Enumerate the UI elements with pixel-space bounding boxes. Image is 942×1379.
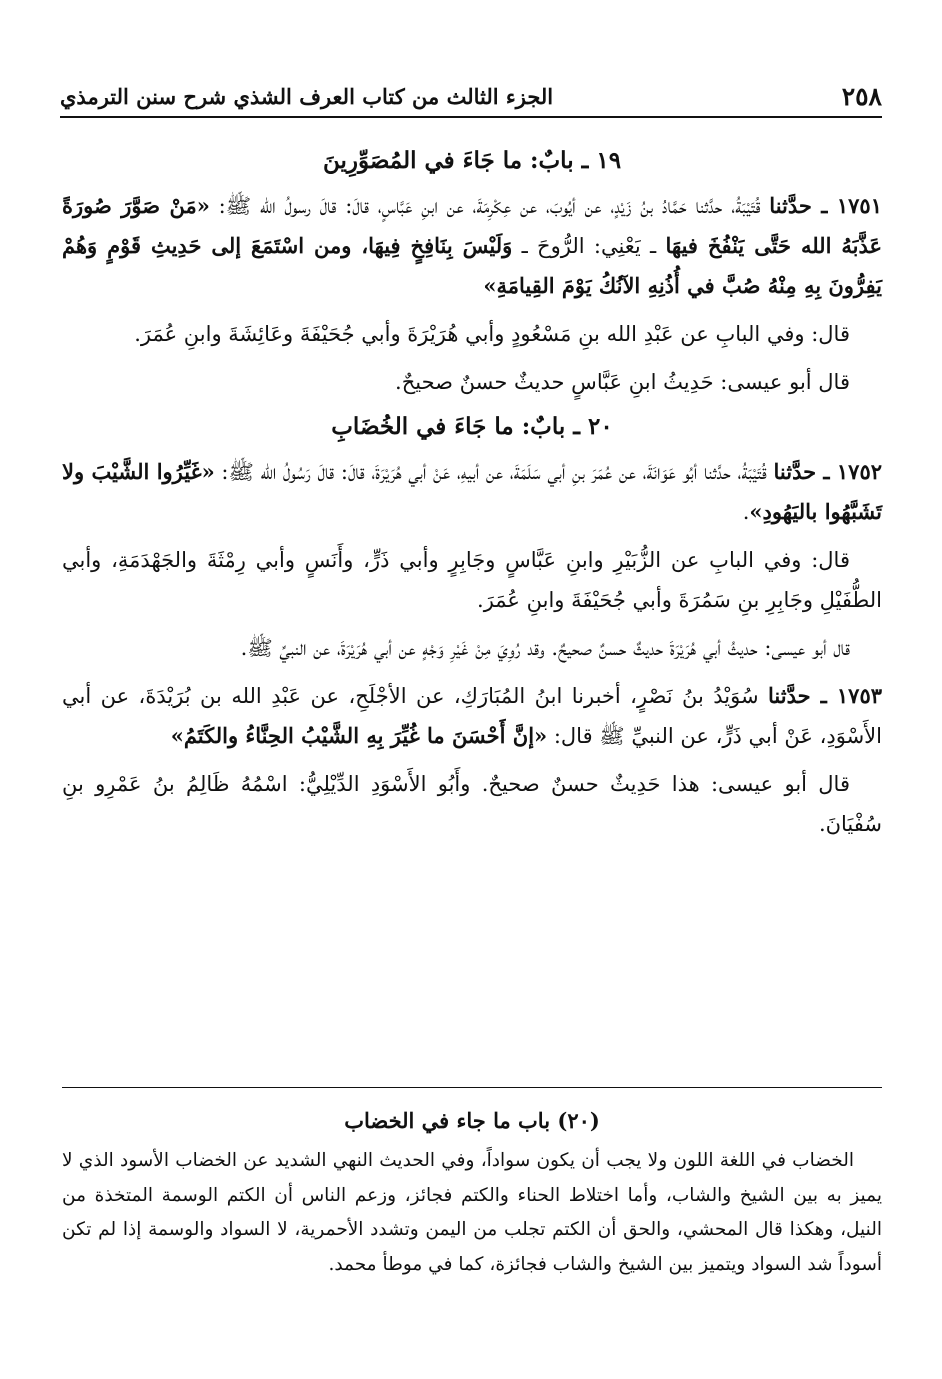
footnote-rule xyxy=(62,1087,882,1088)
hadith-matn: «غَيِّرُوا الشَّيْبَ ولا تَشَبَّهُوا باليَهُودِ» xyxy=(62,459,882,524)
hadith-isnad: سُوَيْدُ بنُ نَصْرٍ، أخبرنا ابنُ المُبَارَكِ، عن الأجْلَحِ، عن عَبْدِ الله بن بُرَيْدَةَ، عن أبي الأَسْوَدِ، عَنْ أبي ذَرٍّ، عن النبيِّ ﷺ قال: xyxy=(62,684,882,748)
hadith-matn-cont: وَلَيْسَ بِنَافِخٍ فِيهَا، ومن اسْتَمَعَ إلى حَدِيثِ قَوْمٍ وَهُمْ يَفِرُّونَ بِهِ مِنْهُ صُبَّ في أُذُنِهِ الآنُكُ يَوْمَ القِيامَةِ» xyxy=(62,233,882,298)
hadith-number: ١٧٥١ ـ حدَّثنا xyxy=(769,193,882,218)
commentary-body: الخضاب في اللغة اللون ولا يجب أن يكون سواداً، وفي الحديث النهي الشديد عن الخضاب الأسود الذي لا يميز به بين الشيخ والشاب، وأما اختلاط الحناء والكتم فجائز، وزعم الناس أن الكتم الوسمة المتخذة من النيل، وهكذا قال المحشي، والحق أن الكتم تجلب من اليمن وتشدد الأحمرية، لا السواد والوسمة إذا لم تكن أسوداً شد السواد ويتميز بين الشيخ والشاب فجائزة، كما في موطأ محمد. xyxy=(62,1150,882,1275)
commentary-notes xyxy=(62,1104,882,1282)
page-number: ٢٥٨ xyxy=(841,82,882,111)
hadith-isnad: قُتَيْبَةُ، حدَّثنا أبُو عَوَانَةَ، عن عُمَرَ بنِ أبي سَلَمَةَ، عن أبيهِ، عَنْ أبي هُرَيْرَةَ، قالَ: قالَ رَسُولُ الله ﷺ: xyxy=(214,460,774,484)
main-text xyxy=(62,140,882,852)
grading-note: قال أبو عيسى: هذا حَدِيثٌ حسنٌ صحيحٌ. وأَبُو الأَسْوَدِ الدِّيْلِيُّ: اسْمُهُ ظَالِمُ بنُ عَمْرِو بنِ سُفْيَانَ. xyxy=(62,772,882,836)
bab-note: قال: وفي البابِ عن الزُّبَيْرِ وابنِ عَبَّاسٍ وجَابِرٍ وأبي ذَرٍّ، وأَنَسٍ وأبي رِمْثَةَ والجَهْدَمَةِ، وأبي الطُّفَيْلِ وجَابِرِ بنِ سَمُرَةَ وأبي جُحَيْفَةَ وابنِ عُمَرَ. xyxy=(62,548,882,612)
hadith-1753 xyxy=(62,676,882,756)
hadith-end: . xyxy=(742,500,750,524)
page-header xyxy=(60,80,882,114)
grading-note: قال أبو عيسى: حَدِيثُ ابنِ عَبَّاسٍ حديثٌ حسنٌ صحيحٌ. xyxy=(395,370,850,394)
hadith-isnad: قُتَيْبَةُ، حدَّثنا حَمَّادُ بنُ زَيْدٍ، عن أيُوبَ، عن عِكْرِمَةَ، عن ابنِ عَبَّاسٍ، قالَ: قالَ رسولُ الله ﷺ: xyxy=(209,194,770,218)
commentary-heading: (٢٠) باب ما جاء في الخضاب xyxy=(344,1108,600,1133)
hadith-1751 xyxy=(62,186,882,306)
hadith-number: ١٧٥٣ ـ حدَّثنا xyxy=(768,683,883,708)
bab-note: قال: وفي البابِ عن عَبْدِ الله بنِ مَسْعُودٍ وأبي هُرَيْرَةَ وأبي جُحَيْفَةَ وعَائِشَةَ وابنِ عُمَرَ. xyxy=(134,322,850,346)
grading-note: قال أبو عيسى: حديثُ أبي هُرَيْرَةَ حديثٌ حسنٌ صحيحٌ. وقد رُوِيَ مِنْ غَيْرِ وَجْهٍ عن أبي هُرَيْرَةَ، عن النبيِّ ﷺ. xyxy=(240,636,850,660)
hadith-number: ١٧٥٢ ـ حدَّثنا xyxy=(773,459,883,484)
hadith-matn: «مَنْ صَوَّرَ صُورَةً عَذَّبَهُ الله حَتَّى يَنْفُخَ فيهَا xyxy=(62,193,882,258)
header-rule xyxy=(60,116,882,118)
chapter-heading-20: ٢٠ ـ بابٌ: ما جَاءَ في الخُضَابِ xyxy=(331,413,613,440)
hadith-1752 xyxy=(62,452,882,532)
chapter-heading-19: ١٩ ـ بابٌ: ما جَاءَ في المُصَوِّرِينَ xyxy=(322,147,622,174)
hadith-matn: «إنَّ أَحْسَنَ ما غُيِّرَ بِهِ الشَّيْبُ الحِنَّاءُ والكَتَمُ» xyxy=(170,723,548,748)
hadith-gloss: ـ يَعْنِي: الرُّوحَ ـ xyxy=(512,234,666,258)
running-title: الجزء الثالث من كتاب العرف الشذي شرح سنن الترمذي xyxy=(60,84,554,109)
